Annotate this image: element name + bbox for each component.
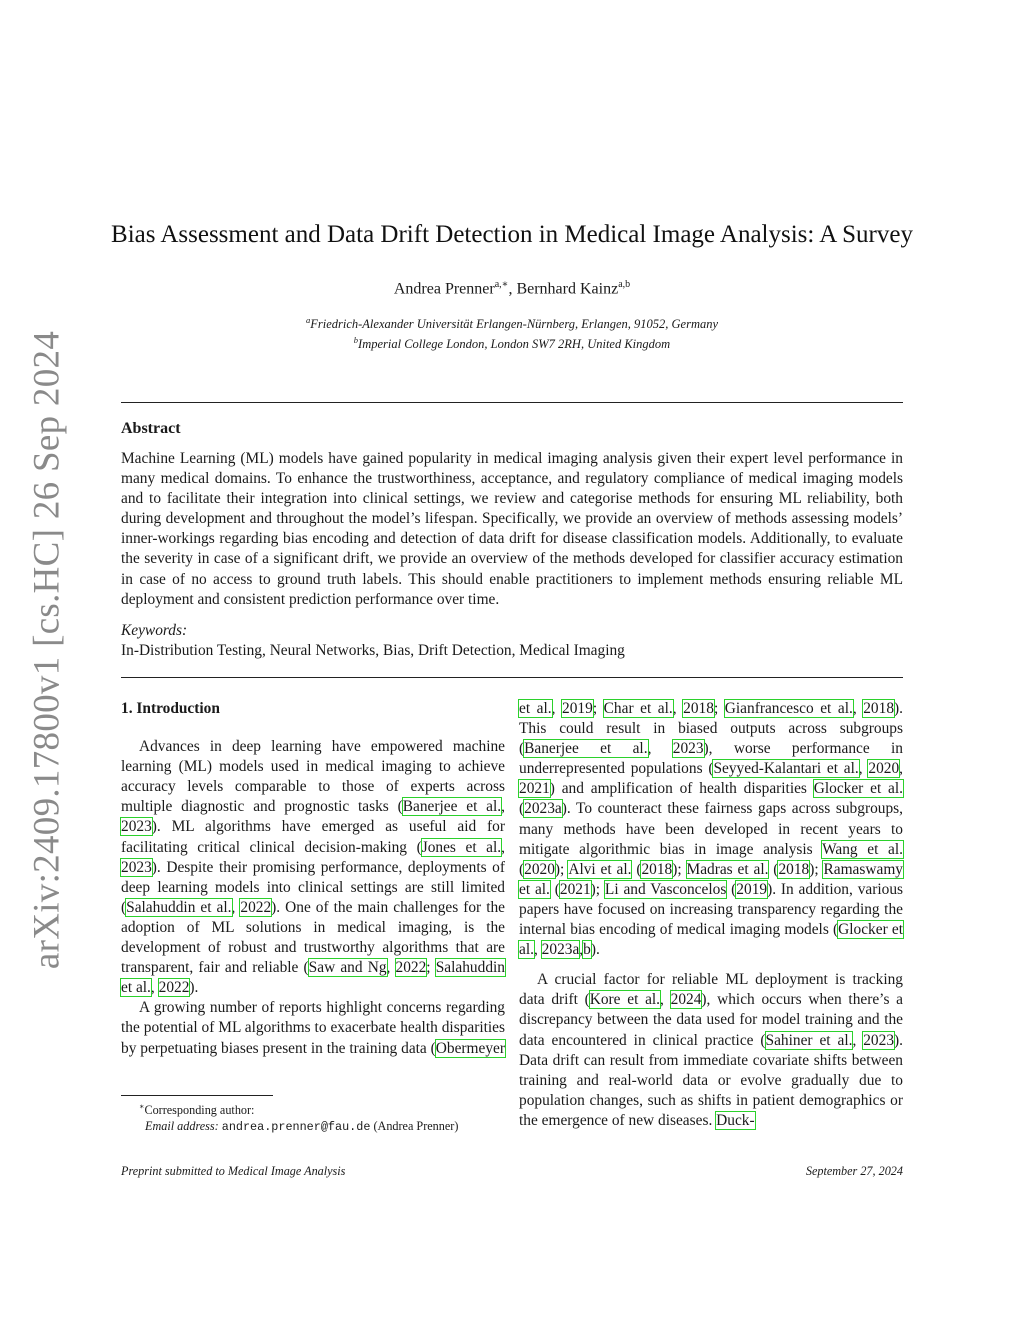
text: ,: [852, 700, 864, 717]
text: ,: [579, 941, 584, 959]
citation-link[interactable]: 2021: [519, 780, 550, 798]
citation-link[interactable]: Madras et al.: [686, 860, 769, 878]
email-owner: (Andrea Prenner): [370, 1119, 459, 1134]
text: ,: [899, 760, 904, 778]
text: (: [726, 880, 737, 898]
citation-link[interactable]: 2022: [158, 979, 190, 997]
footer-journal: Preprint submitted to Medical Image Analysis: [121, 1164, 346, 1178]
text: ). Despite their promising performance, deployments of deep learning models into clinical settings are still limited (: [121, 858, 505, 916]
author-affil-mark[interactable]: a,∗: [494, 279, 509, 290]
citation-link[interactable]: 2023a: [524, 800, 562, 818]
citation-link[interactable]: Glocker et al.: [519, 921, 903, 959]
text: ). To counteract these fairness gaps across subgroups, many methods have been developed in recent years to mitigate algorithmic bias in image analysis: [519, 800, 903, 858]
citation-link[interactable]: et al.: [519, 700, 552, 717]
footnote-line: [121, 1099, 458, 1118]
footnote-rule: [121, 1095, 273, 1096]
citation-link[interactable]: 2018: [683, 700, 714, 717]
text: ,: [672, 700, 684, 717]
email-link[interactable]: andrea.prenner@fau.de: [221, 1120, 371, 1135]
citation-link[interactable]: Banerjee et al.: [402, 798, 502, 816]
abstract-heading: Abstract: [121, 420, 181, 437]
text: ) and amplification of health disparities: [549, 780, 814, 798]
citation-link[interactable]: Char et al.: [603, 700, 673, 717]
citation-link[interactable]: Obermeyer: [435, 1039, 505, 1057]
text: ,: [858, 760, 869, 778]
citation-link[interactable]: 2018: [641, 860, 673, 878]
text: );: [590, 880, 605, 898]
text: ,: [551, 700, 563, 717]
text: ).: [189, 979, 199, 997]
citation-link[interactable]: Wang et al.: [822, 840, 903, 858]
text: );: [672, 860, 687, 878]
footnote-mark: ∗: [139, 1102, 145, 1111]
affil-text: Friedrich-Alexander Universität Erlangen-Nürnberg, Erlangen, 91052, Germany: [310, 317, 719, 332]
text: ,: [647, 740, 673, 758]
intro-paragraph-2: [121, 998, 505, 1058]
citation-link[interactable]: 2024: [670, 991, 702, 1009]
keywords-heading: Keywords:: [121, 622, 188, 639]
author-name: Bernhard Kainz: [516, 280, 619, 298]
column-left: [121, 699, 505, 1059]
footnote-line: [121, 1118, 458, 1135]
text: (: [768, 860, 779, 878]
text: ). This could result in biased outputs across subgroups (: [519, 700, 903, 758]
text: Advances in deep learning have empowered machine learning (ML) models used in medical imaging to achieve accuracy levels comparable to those of experts across multiple diagnostic and prognostic tasks (: [121, 738, 505, 816]
affil-text: Imperial College London, London SW7 2RH, United Kingdom: [358, 337, 671, 352]
affiliation-a: [0, 312, 1024, 332]
citation-link[interactable]: 2018: [778, 860, 810, 878]
text: );: [554, 860, 569, 878]
citation-link[interactable]: 2022: [395, 959, 427, 977]
text: ,: [501, 838, 505, 856]
affil-mark: a: [305, 315, 311, 325]
text: );: [809, 860, 824, 878]
text: ;: [713, 700, 725, 717]
text: ). ML algorithms have emerged as useful aid for facilitating critical clinical decision-making (: [121, 818, 505, 856]
citation-link[interactable]: 2023: [863, 1031, 895, 1049]
citation-link[interactable]: 2023a: [541, 941, 580, 959]
citation-link[interactable]: Jones et al.: [421, 838, 502, 856]
citation-link[interactable]: Salahuddin et al.: [126, 898, 232, 916]
citation-link[interactable]: Alvi et al.: [568, 860, 632, 878]
text: ,: [150, 979, 159, 997]
citation-link[interactable]: 2020: [868, 760, 900, 778]
text: ,: [660, 991, 671, 1009]
text: ,: [501, 798, 505, 816]
paper-title: Bias Assessment and Data Drift Detection in Medical Image Analysis: A Survey: [111, 221, 913, 248]
arxiv-stamp: arXiv:2409.17800v1 [cs.HC] 26 Sep 2024: [26, 330, 68, 970]
affiliations: [0, 312, 1024, 352]
citation-link[interactable]: Ramaswamy et al.: [519, 860, 903, 898]
affiliation-b: [0, 332, 1024, 352]
text: A crucial factor for reliable ML deployment is tracking data drift (: [519, 971, 903, 1009]
citation-link[interactable]: Li and Vasconcelos: [604, 880, 727, 898]
text: (: [549, 880, 560, 898]
footer-date: September 27, 2024: [805, 1164, 903, 1178]
author-affil-mark: a,b: [618, 279, 631, 290]
column-right: [519, 699, 903, 1131]
text: ,: [386, 959, 396, 977]
author-line: [0, 274, 1024, 300]
abstract-text: Machine Learning (ML) models have gained popularity in medical imaging analysis given their expert level performance in many medical domains. To enhance the trustworthiness, acceptance, and regulatory compliance of medical imaging models and to facilitate their integration into clinical settings, we review and categorise methods for ensuring ML reliability, both during development and throughout the model’s lifespan. Specifically, we provide an overview of methods assessing models’ inner-workings regarding bias encoding and detection of data drift for disease classification models. Additionally, to evaluate the severity in case of a significant drift, we provide an overview of the methods developed for classifier accuracy estimation in case of no access to ground truth labels. This should enable practitioners to implement methods ensuring reliable ML deployment and consistent prediction performance over time.: [121, 450, 903, 608]
citation-link[interactable]: 2019: [736, 880, 768, 898]
intro-paragraph-1: [121, 737, 505, 998]
text: ). In addition, various papers have focused on increasing transparency regarding the internal bias encoding of medical imaging models (: [519, 880, 903, 939]
citation-link[interactable]: 2018: [863, 700, 895, 717]
text: (: [631, 860, 642, 878]
text: ,: [231, 898, 241, 916]
paragraph-gap: [519, 960, 903, 970]
text: (: [519, 860, 525, 878]
text: ).: [590, 941, 600, 959]
text: ,: [852, 1031, 864, 1049]
author-separator: ,: [508, 280, 517, 298]
intro-paragraph-3: [519, 970, 903, 1131]
citation-link[interactable]: Banerjee et al.: [524, 740, 648, 758]
footnote: [121, 1099, 458, 1135]
citation-link[interactable]: Duck-: [716, 1111, 755, 1129]
text: ), worse performance in underrepresented populations (: [519, 740, 903, 778]
citation-link[interactable]: b: [583, 941, 591, 959]
text: (: [519, 800, 525, 818]
author-name: Andrea Prenner: [393, 280, 495, 298]
intro-paragraph-2-continued: [519, 699, 903, 960]
email-label: Email address:: [145, 1119, 219, 1134]
citation-link[interactable]: 2022: [240, 898, 272, 916]
text: A growing number of reports highlight concerns regarding the potential of ML algorithms to exacerbate health disparities by perpetuating biases present in the training data (: [121, 999, 505, 1057]
text: ;: [426, 959, 436, 977]
footnote-label: Corresponding author:: [144, 1103, 255, 1118]
section-heading: 1. Introduction: [121, 700, 220, 717]
citation-link[interactable]: Glocker et al.: [813, 780, 903, 798]
citation-link[interactable]: 2020: [524, 860, 555, 878]
text: ;: [592, 700, 604, 717]
citation-link[interactable]: 2021: [559, 880, 591, 898]
citation-link[interactable]: Saw and Ng: [308, 959, 387, 977]
citation-link[interactable]: Seyyed-Kalantari et al.: [713, 760, 859, 778]
keywords-text: In-Distribution Testing, Neural Networks, Bias, Drift Detection, Medical Imaging: [121, 642, 625, 659]
citation-link[interactable]: Kore et al.: [589, 991, 661, 1009]
text: ). One of the main challenges for the adoption of ML solutions in medical imaging, is the development of robust and trustworthy algorithms that are transparent, fair and reliable (: [121, 898, 505, 977]
rule-bottom: [121, 677, 903, 678]
citation-link[interactable]: Gianfrancesco et al.: [724, 700, 853, 717]
rule-top: [121, 402, 903, 403]
citation-link[interactable]: 2019: [562, 700, 593, 717]
text: ), which occurs when there’s a discrepancy between the data used for model training and the data encountered in clinical practice (: [519, 991, 904, 1049]
citation-link[interactable]: 2023: [121, 818, 152, 836]
citation-link[interactable]: Salahuddin et al.: [121, 959, 505, 997]
citation-link[interactable]: 2023: [672, 740, 704, 758]
text: ,: [533, 941, 542, 959]
citation-link[interactable]: 2023: [121, 858, 152, 876]
text: ). Data drift can result from immediate covariate shifts between training and real-world data or evolve gradually due to population changes, such as shifts in patient demographics or the emergence of new diseases.: [519, 1031, 903, 1129]
affil-mark: b: [353, 335, 359, 346]
citation-link[interactable]: Sahiner et al.: [765, 1031, 853, 1049]
